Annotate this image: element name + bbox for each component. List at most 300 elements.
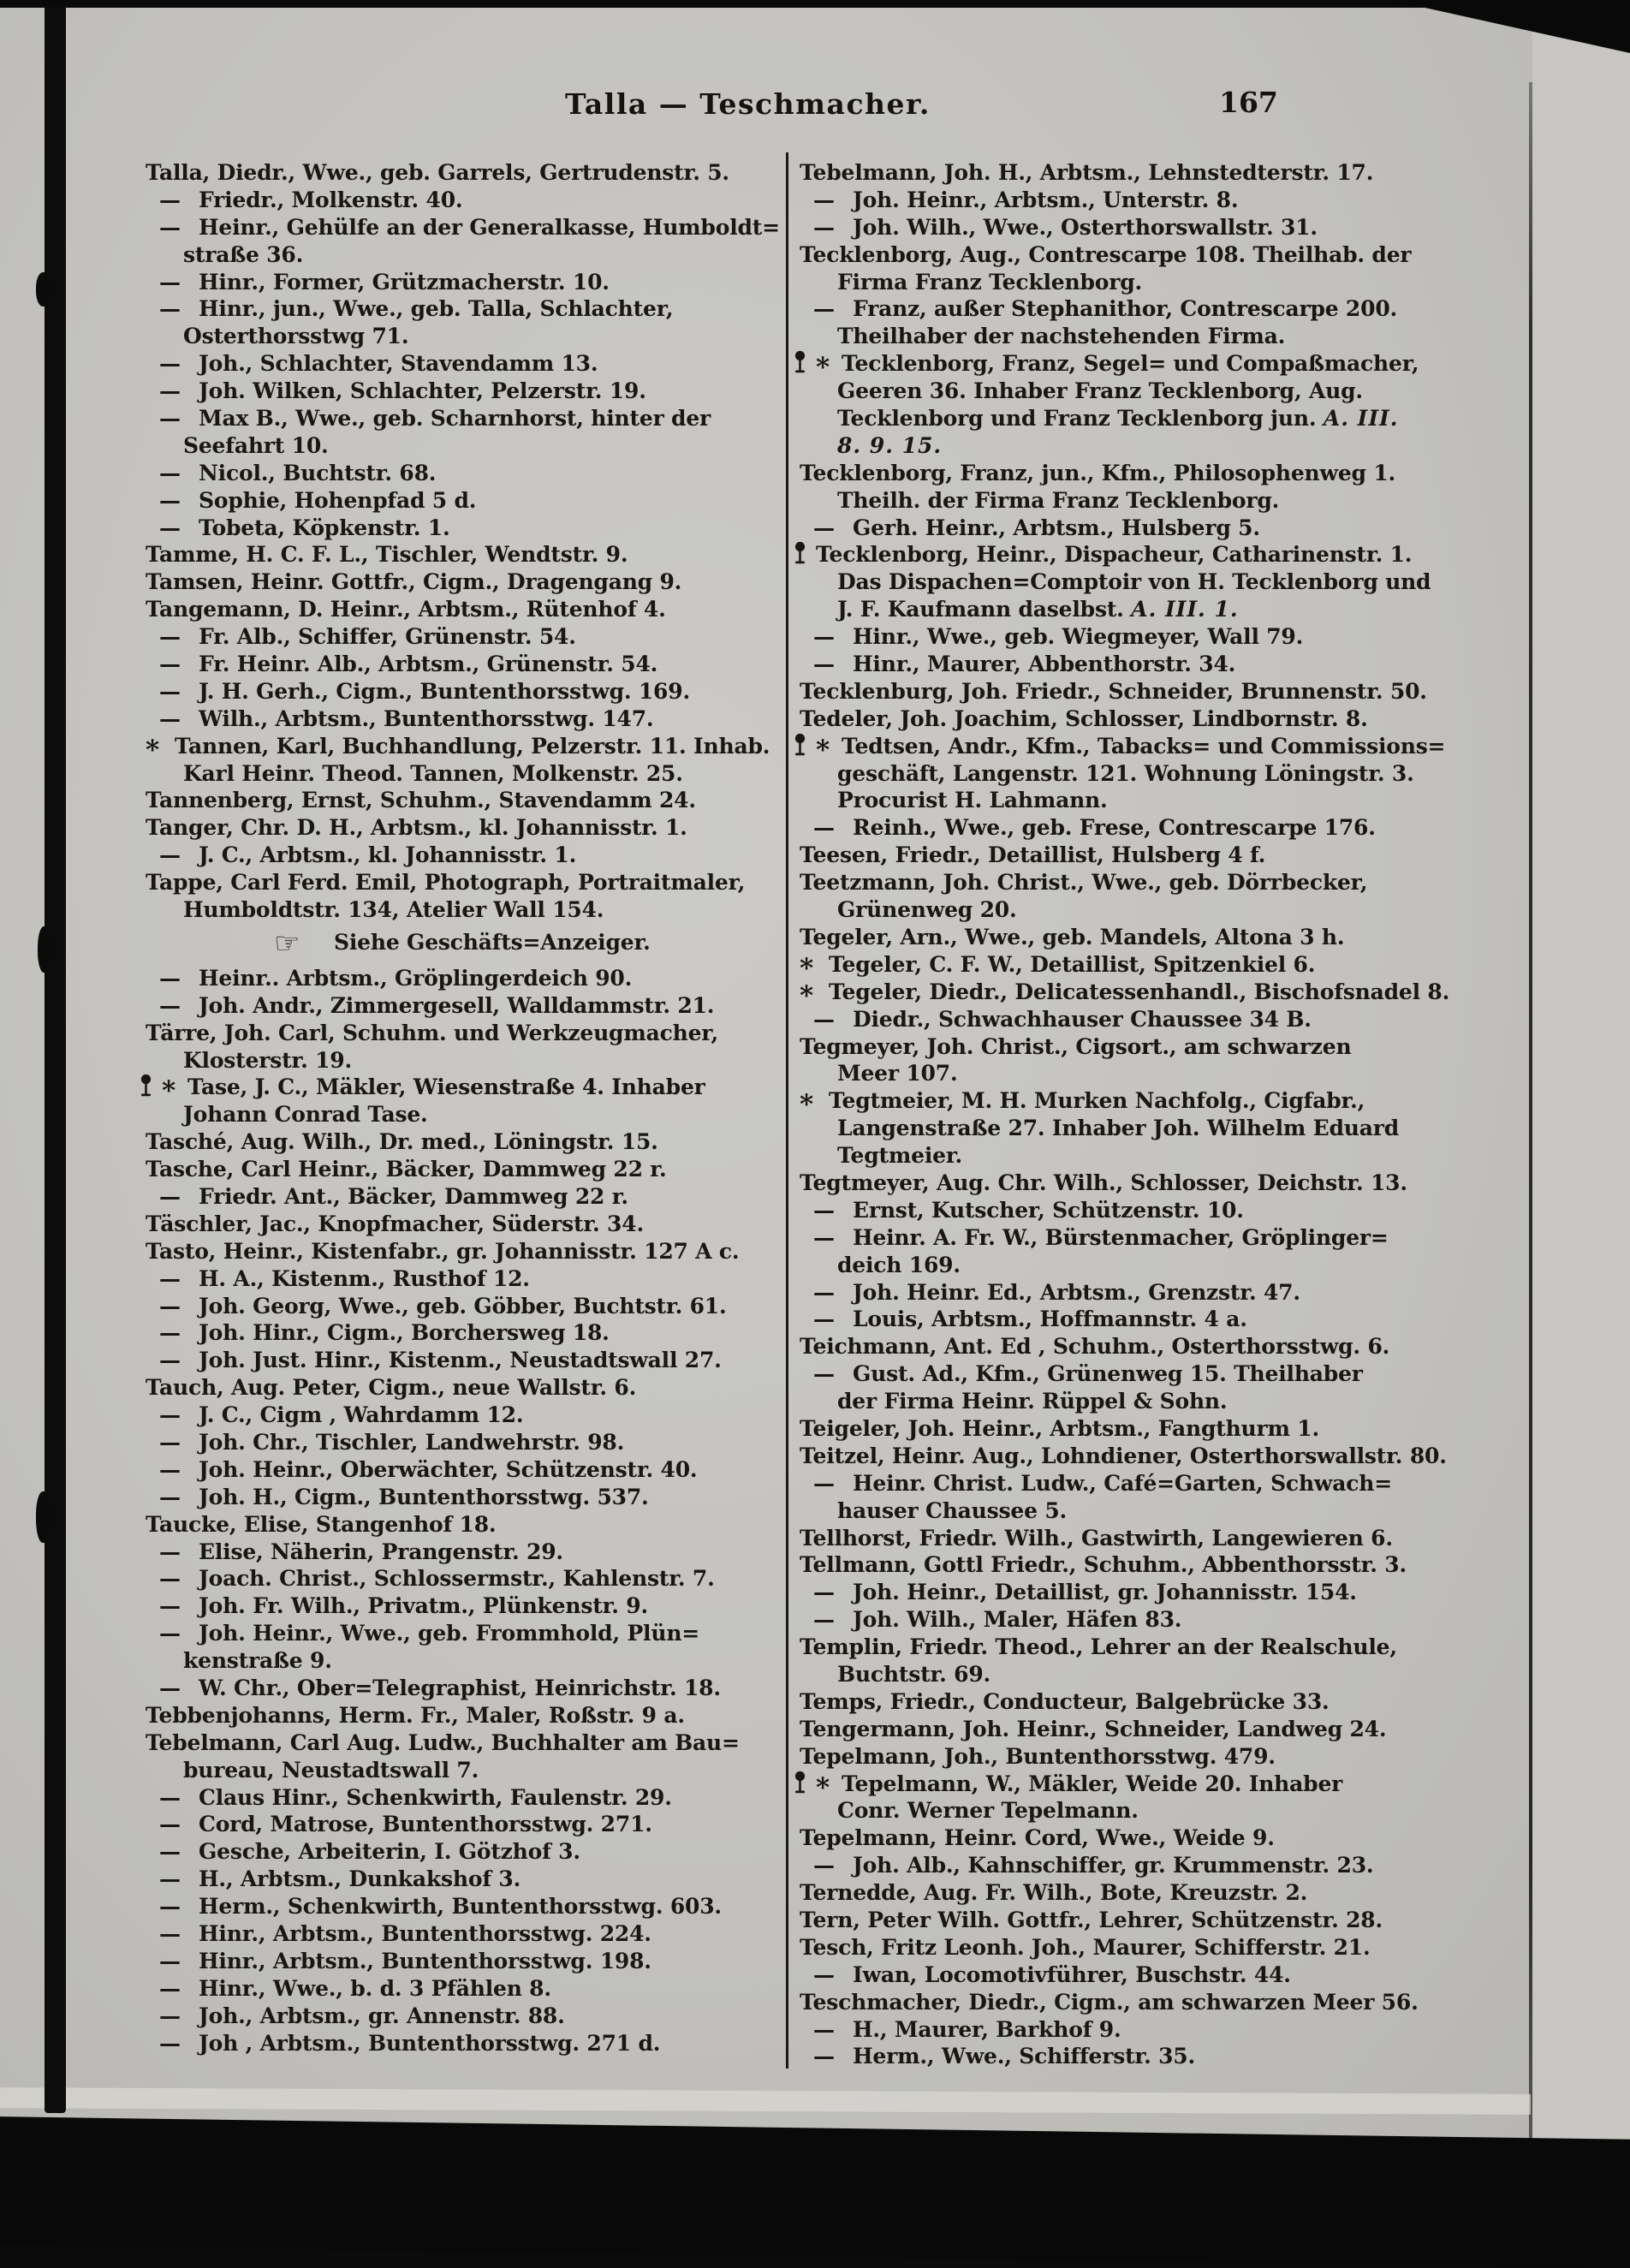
entry-text: Johann Conrad Tase. — [183, 1102, 428, 1128]
entry-text: J. H. Gerh., Cigm., Buntenthorsstwg. 169. — [199, 678, 690, 704]
entry-text: Ternedde, Aug. Fr. Wilh., Bote, Kreuzstr. 2. — [800, 1880, 1308, 1906]
entry-text: Heinr.. Arbtsm., Gröplingerdeich 90. — [199, 965, 633, 991]
entry-text: Tannen, Karl, Buchhandlung, Pelzerstr. 11. Inhab. — [175, 733, 770, 759]
directory-entry — [146, 323, 781, 350]
entry-text: Hinr., Wwe., b. d. 3 Pfählen 8. — [199, 1975, 551, 2001]
ditto-dash-marker: — — [159, 1784, 181, 1810]
directory-entry — [146, 1539, 781, 1566]
directory-entry — [146, 1975, 781, 2003]
directory-entry — [800, 1333, 1498, 1360]
ditto-dash-marker: — — [159, 406, 181, 432]
directory-entry — [800, 487, 1498, 515]
entry-text: Joh. Andr., Zimmergesell, Walldammstr. 21. — [199, 992, 715, 1018]
entry-text: Tebelmann, Joh. H., Arbtsm., Lehnstedterstr. 17. — [800, 160, 1374, 185]
directory-entry — [800, 1443, 1498, 1470]
page-header-title: Talla — Teschmacher. — [565, 87, 931, 121]
ditto-dash-marker: — — [159, 1429, 181, 1455]
entry-text: Taucke, Elise, Stangenhof 18. — [146, 1511, 497, 1537]
binding-mark — [38, 926, 51, 973]
directory-entry — [146, 787, 781, 814]
entry-text: Diedr., Schwachhauser Chaussee 34 B. — [853, 1006, 1312, 1032]
directory-entry — [800, 1743, 1498, 1771]
ditto-dash-marker: — — [813, 214, 835, 240]
directory-entry — [800, 924, 1498, 951]
directory-entry — [146, 1020, 781, 1047]
entry-text: hauser Chaussee 5. — [837, 1497, 1068, 1523]
directory-entry — [800, 568, 1498, 596]
directory-entry — [800, 651, 1498, 678]
see-advert-note — [146, 926, 781, 961]
directory-entry — [800, 1606, 1498, 1634]
entry-text: Tecklenborg und Franz Tecklenborg jun. — [837, 406, 1324, 432]
page-number: 167 — [1219, 86, 1278, 119]
directory-entry — [146, 1920, 781, 1948]
directory-entry — [800, 378, 1498, 405]
entry-text: Tepelmann, Joh., Buntenthorsstwg. 479. — [800, 1743, 1276, 1769]
entry-text: Geeren 36. Inhaber Franz Tecklenborg, Aug. — [837, 378, 1363, 404]
entry-text: Joh. Hinr., Cigm., Borchersweg 18. — [199, 1320, 610, 1346]
ditto-dash-marker: — — [159, 351, 181, 377]
directory-entry — [146, 1484, 781, 1511]
entry-text: Cord, Matrose, Buntenthorsstwg. 271. — [199, 1812, 652, 1837]
entry-text: Humboldtstr. 134, Atelier Wall 154. — [183, 897, 604, 923]
directory-entry — [146, 1647, 781, 1675]
entry-text: Grünenweg 20. — [837, 897, 1017, 923]
directory-entry — [146, 1702, 781, 1729]
directory-entry — [800, 187, 1498, 214]
directory-entry — [146, 733, 781, 765]
entry-text: Friedr., Molkenstr. 40. — [199, 187, 463, 212]
entry-text: Joach. Christ., Schlossermstr., Kahlenstr. 7. — [199, 1566, 715, 1592]
directory-entry — [800, 1197, 1498, 1224]
ditto-dash-marker: — — [159, 2030, 181, 2056]
directory-entry — [146, 1238, 781, 1265]
ditto-dash-marker: — — [813, 1580, 835, 1605]
page-bottom-highlight — [0, 2087, 1531, 2115]
directory-entry — [800, 760, 1498, 788]
entry-text: Tobeta, Köpkenstr. 1. — [199, 515, 450, 540]
ditto-dash-marker: — — [159, 1593, 181, 1619]
entry-text: Tecklenborg, Franz, jun., Kfm., Philosophenweg 1. — [800, 460, 1396, 485]
directory-entry — [800, 1360, 1498, 1388]
entry-text: Tebelmann, Carl Aug. Ludw., Buchhalter am Bau= — [146, 1729, 740, 1755]
ditto-dash-marker: — — [159, 1402, 181, 1428]
ditto-dash-marker: — — [813, 1307, 835, 1332]
directory-entry — [800, 1087, 1498, 1121]
entry-text: Osterthorsstwg 71. — [183, 324, 409, 349]
scan-bottom-edge — [0, 2116, 1630, 2268]
directory-entry — [800, 1470, 1498, 1497]
entry-text: Tengermann, Joh. Heinr., Schneider, Landweg 24. — [800, 1716, 1387, 1741]
entry-text: kenstraße 9. — [183, 1648, 332, 1674]
ditto-dash-marker: — — [159, 1839, 181, 1865]
entry-text: Tegeler, C. F. W., Detaillist, Spitzenkiel 6. — [829, 951, 1316, 977]
directory-entry — [800, 1907, 1498, 1934]
entry-text: Teetzmann, Joh. Christ., Wwe., geb. Dörrbecker, — [800, 870, 1368, 896]
ditto-dash-marker: — — [813, 1470, 835, 1496]
house-owner-star-marker: * — [800, 952, 814, 984]
directory-entry — [800, 350, 1498, 384]
directory-entry — [146, 214, 781, 241]
entry-text: Joh. Wilh., Maler, Häfen 83. — [853, 1607, 1182, 1633]
directory-entry — [146, 1265, 781, 1293]
directory-entry — [800, 1688, 1498, 1716]
entry-text: Teichmann, Ant. Ed , Schuhm., Osterthorsstwg. 6. — [800, 1334, 1390, 1360]
entry-text: Siehe Geschäfts=Anzeiger. — [334, 929, 651, 955]
entry-text: Templin, Friedr. Theod., Lehrer an der Realschule, — [800, 1634, 1397, 1660]
entry-text: Wilh., Arbtsm., Buntenthorsstwg. 147. — [199, 705, 654, 731]
house-owner-star-marker: * — [800, 1089, 814, 1121]
entry-text: Tedtsen, Andr., Kfm., Tabacks= und Commissions= — [842, 733, 1446, 759]
ditto-dash-marker: — — [813, 187, 835, 212]
directory-entry — [800, 1961, 1498, 1989]
directory-entry — [800, 951, 1498, 984]
entry-text: Joh. Heinr. Ed., Arbtsm., Grenzstr. 47. — [853, 1279, 1300, 1305]
ditto-dash-marker: — — [159, 1675, 181, 1700]
entry-text: Reinh., Wwe., geb. Frese, Contrescarpe 176. — [853, 815, 1376, 841]
directory-entry — [146, 842, 781, 869]
entry-text: Joh. Alb., Kahnschiffer, gr. Krummenstr. 23. — [853, 1853, 1374, 1878]
directory-entry — [800, 596, 1498, 623]
ditto-dash-marker: — — [159, 842, 181, 868]
entry-text: Heinr. A. Fr. W., Bürstenmacher, Gröplinger= — [853, 1224, 1389, 1250]
ditto-dash-marker: — — [159, 992, 181, 1018]
directory-entry — [800, 842, 1498, 869]
entry-text: Tegtmeyer, Aug. Chr. Wilh., Schlosser, Deichstr. 13. — [800, 1170, 1407, 1195]
directory-entry — [800, 295, 1498, 323]
directory-entry — [800, 1415, 1498, 1443]
ditto-dash-marker: — — [159, 624, 181, 650]
directory-entry — [800, 869, 1498, 896]
entry-text: Heinr. Christ. Ludw., Café=Garten, Schwach= — [853, 1470, 1392, 1496]
directory-entry — [146, 1511, 781, 1539]
entry-text: Herm., Wwe., Schifferstr. 35. — [853, 2044, 1196, 2069]
directory-entry — [800, 1388, 1498, 1415]
entry-text: Iwan, Locomotivführer, Buschstr. 44. — [853, 1961, 1291, 1987]
entry-text: Theilhaber der nachstehenden Firma. — [837, 324, 1286, 349]
directory-entry — [146, 159, 781, 187]
directory-entry — [146, 705, 781, 733]
directory-entry — [146, 1838, 781, 1866]
directory-entry — [800, 1060, 1498, 1087]
entry-text: Tecklenborg, Franz, Segel= und Compaßmacher, — [842, 351, 1419, 377]
directory-entry — [146, 269, 781, 296]
directory-entry — [146, 1402, 781, 1429]
directory-entry — [800, 460, 1498, 487]
entry-text: Tannenberg, Ernst, Schuhm., Stavendamm 24. — [146, 788, 696, 813]
book-binding-strip — [45, 5, 66, 2113]
directory-entry — [800, 214, 1498, 241]
directory-entry — [146, 623, 781, 651]
entry-text: Joh. Wilh., Wwe., Osterthorswallstr. 31. — [853, 214, 1318, 240]
directory-entry — [800, 1661, 1498, 1688]
column-divider-rule — [786, 152, 788, 2069]
entry-text: Tegmeyer, Joh. Christ., Cigsort., am schwarzen — [800, 1033, 1352, 1059]
ditto-dash-marker: — — [159, 1975, 181, 2001]
entry-text: Joh. Heinr., Oberwächter, Schützenstr. 40. — [199, 1456, 698, 1482]
entry-text: Fr. Alb., Schiffer, Grünenstr. 54. — [199, 624, 576, 650]
ditto-dash-marker: — — [159, 515, 181, 540]
entry-text: Tauch, Aug. Peter, Cigm., neue Wallstr. 6. — [146, 1375, 637, 1401]
entry-text: Tegeler, Diedr., Delicatessenhandl., Bischofsnadel 8. — [829, 979, 1450, 1004]
ditto-dash-marker: — — [159, 2003, 181, 2028]
directory-entry — [146, 1211, 781, 1238]
ditto-dash-marker: — — [159, 269, 181, 295]
entry-text: Tepelmann, Heinr. Cord, Wwe., Weide 9. — [800, 1825, 1275, 1851]
directory-entry — [146, 378, 781, 405]
ditto-dash-marker: — — [159, 1320, 181, 1346]
entry-text: bureau, Neustadtswall 7. — [183, 1757, 479, 1783]
entry-text: Joh , Arbtsm., Buntenthorsstwg. 271 d. — [199, 2030, 661, 2056]
directory-entry — [800, 1306, 1498, 1333]
ditto-dash-marker: — — [159, 1921, 181, 1946]
entry-text: Tesch, Fritz Leonh. Joh., Maurer, Schifferstr. 21. — [800, 1934, 1371, 1960]
ditto-dash-marker: — — [159, 1948, 181, 1973]
directory-entry — [800, 405, 1498, 432]
scan-corner-shadow — [1390, 0, 1630, 53]
owner-mark-icon — [793, 733, 816, 765]
directory-entry — [800, 1825, 1498, 1852]
directory-entry — [146, 1429, 781, 1456]
entry-text: Teschmacher, Diedr., Cigm., am schwarzen Meer 56. — [800, 1989, 1419, 2015]
entry-text: Joh. H., Cigm., Buntenthorsstwg. 537. — [199, 1484, 649, 1509]
directory-entry — [146, 1620, 781, 1647]
directory-entry — [146, 596, 781, 623]
directory-entry — [146, 1183, 781, 1211]
ditto-dash-marker: — — [813, 1961, 835, 1987]
entry-text: Friedr. Ant., Bäcker, Dammweg 22 r. — [199, 1183, 628, 1209]
directory-entry — [146, 487, 781, 515]
directory-entry — [146, 896, 781, 924]
directory-entry — [146, 350, 781, 378]
directory-entry — [800, 678, 1498, 705]
ditto-dash-marker: — — [813, 1361, 835, 1387]
entry-reference-italic: A. III. — [1323, 406, 1399, 432]
entry-text: J. C., Arbtsm., kl. Johannisstr. 1. — [199, 842, 577, 868]
ditto-dash-marker: — — [813, 1607, 835, 1633]
entry-text: Tamsen, Heinr. Gottfr., Cigm., Dragengang 9. — [146, 569, 682, 595]
scan-top-edge — [0, 0, 1630, 8]
ditto-dash-marker: — — [813, 1006, 835, 1032]
entry-text: Tasto, Heinr., Kistenfabr., gr. Johannisstr. 127 A c. — [146, 1238, 740, 1264]
entry-text: Joh. Chr., Tischler, Landwehrstr. 98. — [199, 1429, 625, 1455]
directory-entry — [800, 1797, 1498, 1825]
entry-text: Elise, Näherin, Prangenstr. 29. — [199, 1539, 563, 1564]
directory-entry — [800, 1006, 1498, 1033]
entry-text: H., Arbtsm., Dunkakshof 3. — [199, 1866, 521, 1892]
ditto-dash-marker: — — [813, 1197, 835, 1223]
directory-entry — [146, 1293, 781, 1320]
entry-text: straße 36. — [183, 241, 304, 267]
entry-text: Firma Franz Tecklenborg. — [837, 269, 1143, 295]
directory-entry — [146, 1128, 781, 1156]
entry-text: Gesche, Arbeiterin, I. Götzhof 3. — [199, 1839, 580, 1865]
directory-column-left — [146, 159, 781, 2057]
directory-entry — [146, 1347, 781, 1374]
entry-text: Tecklenborg, Aug., Contrescarpe 108. Theilhab. der — [800, 241, 1412, 267]
directory-entry — [800, 159, 1498, 187]
entry-text: Teigeler, Joh. Heinr., Arbtsm., Fangthurm 1. — [800, 1415, 1319, 1441]
entry-text: H. A., Kistenm., Rusthof 12. — [199, 1265, 530, 1291]
ditto-dash-marker: — — [813, 1279, 835, 1305]
manicule-icon: ☞ — [274, 926, 300, 961]
entry-text: Hinr., Former, Grützmacherstr. 10. — [199, 269, 610, 295]
directory-entry — [800, 1771, 1498, 1803]
entry-text: Tanger, Chr. D. H., Arbtsm., kl. Johannisstr. 1. — [146, 815, 687, 841]
ditto-dash-marker: — — [813, 2016, 835, 2042]
entry-text: J. C., Cigm , Wahrdamm 12. — [199, 1402, 524, 1428]
entry-text: Tegtmeier, M. H. Murken Nachfolg., Cigfabr., — [829, 1088, 1365, 1114]
ditto-dash-marker: — — [159, 1183, 181, 1209]
entry-text: Langenstraße 27. Inhaber Joh. Wilhelm Eduard — [837, 1116, 1400, 1141]
directory-entry — [146, 1565, 781, 1592]
ditto-dash-marker: — — [159, 705, 181, 731]
directory-entry — [146, 432, 781, 460]
entry-text: Täschler, Jac., Knopfmacher, Süderstr. 34. — [146, 1211, 644, 1236]
entry-text: Max B., Wwe., geb. Scharnhorst, hinter der — [199, 406, 711, 432]
owner-mark-icon — [793, 1771, 816, 1802]
house-owner-star-marker: * — [816, 734, 830, 765]
directory-entry — [146, 965, 781, 992]
directory-entry — [146, 678, 781, 705]
directory-entry — [800, 432, 1498, 460]
entry-text: Conr. Werner Tepelmann. — [837, 1798, 1139, 1824]
directory-entry — [146, 1757, 781, 1784]
directory-entry — [146, 760, 781, 788]
directory-entry — [800, 1934, 1498, 1961]
entry-text: Tern, Peter Wilh. Gottfr., Lehrer, Schützenstr. 28. — [800, 1908, 1383, 1932]
directory-entry — [800, 1879, 1498, 1907]
directory-entry — [800, 1252, 1498, 1279]
entry-text: geschäft, Langenstr. 121. Wohnung Löningstr. 3. — [837, 760, 1414, 786]
entry-text: Joh. Heinr., Arbtsm., Unterstr. 8. — [853, 187, 1239, 212]
entry-text: Das Dispachen=Comptoir von H. Tecklenborg und — [837, 569, 1431, 595]
entry-text: Gerh. Heinr., Arbtsm., Hulsberg 5. — [853, 515, 1260, 540]
ditto-dash-marker: — — [159, 1866, 181, 1892]
directory-entry — [800, 2016, 1498, 2044]
entry-text: Tegtmeier. — [837, 1143, 963, 1169]
adjacent-page-strip — [1532, 0, 1630, 2221]
directory-entry — [146, 1456, 781, 1484]
directory-entry — [146, 1866, 781, 1893]
entry-text: Tasche, Carl Heinr., Bäcker, Dammweg 22 r. — [146, 1157, 667, 1182]
entry-text: Joh. Heinr., Detaillist, gr. Johannisstr. 154. — [853, 1580, 1357, 1605]
entry-text: Joh., Schlachter, Stavendamm 13. — [199, 351, 598, 377]
ditto-dash-marker: — — [813, 624, 835, 650]
ditto-dash-marker: — — [159, 1621, 181, 1646]
directory-entry — [800, 1279, 1498, 1307]
ditto-dash-marker: — — [159, 187, 181, 212]
entry-text: W. Chr., Ober=Telegraphist, Heinrichstr. 18. — [199, 1675, 721, 1700]
entry-text: Gust. Ad., Kfm., Grünenweg 15. Theilhaber — [853, 1361, 1363, 1387]
entry-text: Louis, Arbtsm., Hoffmannstr. 4 a. — [853, 1307, 1247, 1332]
entry-text: Theilh. der Firma Franz Tecklenborg. — [837, 487, 1280, 513]
entry-text: der Firma Heinr. Rüppel & Sohn. — [837, 1389, 1228, 1414]
directory-entry — [800, 1525, 1498, 1552]
directory-entry — [146, 405, 781, 432]
directory-entry — [800, 541, 1498, 568]
directory-entry — [146, 241, 781, 269]
entry-text: Tebbenjohanns, Herm. Fr., Maler, Roßstr. 9 a. — [146, 1702, 685, 1728]
entry-text: Tedeler, Joh. Joachim, Schlosser, Lindbornstr. 8. — [800, 705, 1368, 731]
ditto-dash-marker: — — [159, 1539, 181, 1564]
directory-entry — [146, 1156, 781, 1183]
ditto-dash-marker: — — [813, 1853, 835, 1878]
directory-entry — [800, 814, 1498, 842]
entry-text: Heinr., Gehülfe an der Generalkasse, Humboldt= — [199, 214, 780, 240]
house-owner-star-marker: * — [162, 1075, 176, 1107]
directory-entry — [800, 1989, 1498, 2016]
directory-entry — [800, 323, 1498, 350]
ditto-dash-marker: — — [813, 296, 835, 322]
entry-text: Tamme, H. C. F. L., Tischler, Wendtstr. 9. — [146, 542, 628, 568]
directory-entry — [146, 1374, 781, 1402]
entry-text: Joh. Georg, Wwe., geb. Göbber, Buchtstr. 61. — [199, 1293, 727, 1319]
directory-entry — [146, 814, 781, 842]
ditto-dash-marker: — — [159, 1265, 181, 1291]
directory-entry — [800, 979, 1498, 1011]
entry-text: J. F. Kaufmann daselbst. — [837, 597, 1132, 622]
entry-text: Tappe, Carl Ferd. Emil, Photograph, Portraitmaler, — [146, 870, 746, 896]
entry-text: Hinr., Arbtsm., Buntenthorsstwg. 198. — [199, 1948, 651, 1973]
entry-text: Joh. Wilken, Schlachter, Pelzerstr. 19. — [199, 378, 646, 404]
entry-text: Procurist H. Lahmann. — [837, 788, 1108, 813]
entry-text: Tase, J. C., Mäkler, Wiesenstraße 4. Inhaber — [187, 1074, 705, 1100]
directory-entry — [146, 1893, 781, 1920]
entry-text: Hinr., Arbtsm., Buntenthorsstwg. 224. — [199, 1921, 651, 1946]
directory-entry — [146, 2030, 781, 2057]
entry-text: Tangemann, D. Heinr., Arbtsm., Rütenhof 4. — [146, 597, 666, 622]
directory-entry — [146, 1319, 781, 1347]
entry-text: H., Maurer, Barkhof 9. — [853, 2016, 1121, 2042]
ditto-dash-marker: — — [159, 1293, 181, 1319]
entry-text: Tellmann, Gottl Friedr., Schuhm., Abbenthorsstr. 3. — [800, 1552, 1407, 1578]
entry-text: Buchtstr. 69. — [837, 1661, 991, 1687]
entry-text: Tepelmann, W., Mäkler, Weide 20. Inhaber — [842, 1771, 1343, 1796]
ditto-dash-marker: — — [159, 1812, 181, 1837]
directory-entry — [146, 187, 781, 214]
entry-text: Klosterstr. 19. — [183, 1047, 353, 1073]
entry-text: Joh. Just. Hinr., Kistenm., Neustadtswall 27. — [199, 1348, 722, 1373]
directory-column-right — [800, 159, 1498, 2070]
ditto-dash-marker: — — [813, 515, 835, 540]
directory-entry — [800, 1716, 1498, 1743]
ditto-dash-marker: — — [159, 296, 181, 322]
house-owner-star-marker: * — [816, 352, 830, 384]
entry-text: Joh. Heinr., Wwe., geb. Frommhold, Plün= — [199, 1621, 700, 1646]
entry-text: Seefahrt 10. — [183, 432, 329, 458]
entry-text: Tegeler, Arn., Wwe., geb. Mandels, Altona 3 h. — [800, 924, 1345, 949]
entry-text: Tärre, Joh. Carl, Schuhm. und Werkzeugmacher, — [146, 1020, 718, 1045]
entry-text: deich 169. — [837, 1252, 961, 1277]
directory-entry — [800, 705, 1498, 733]
directory-entry — [800, 787, 1498, 814]
directory-entry — [146, 541, 781, 568]
house-owner-star-marker: * — [800, 979, 814, 1011]
directory-entry — [146, 295, 781, 323]
entry-text: Hinr., Maurer, Abbenthorstr. 34. — [853, 652, 1236, 677]
directory-entry — [146, 1948, 781, 1975]
binding-mark — [36, 1491, 51, 1543]
entry-text: Franz, außer Stephanithor, Contrescarpe 200. — [853, 296, 1398, 322]
page-right-edge — [1529, 82, 1532, 2154]
entry-text: Meer 107. — [837, 1061, 958, 1086]
ditto-dash-marker: — — [159, 1456, 181, 1482]
directory-entry — [800, 241, 1498, 269]
ditto-dash-marker: — — [159, 678, 181, 704]
ditto-dash-marker: — — [159, 652, 181, 677]
directory-entry — [800, 623, 1498, 651]
